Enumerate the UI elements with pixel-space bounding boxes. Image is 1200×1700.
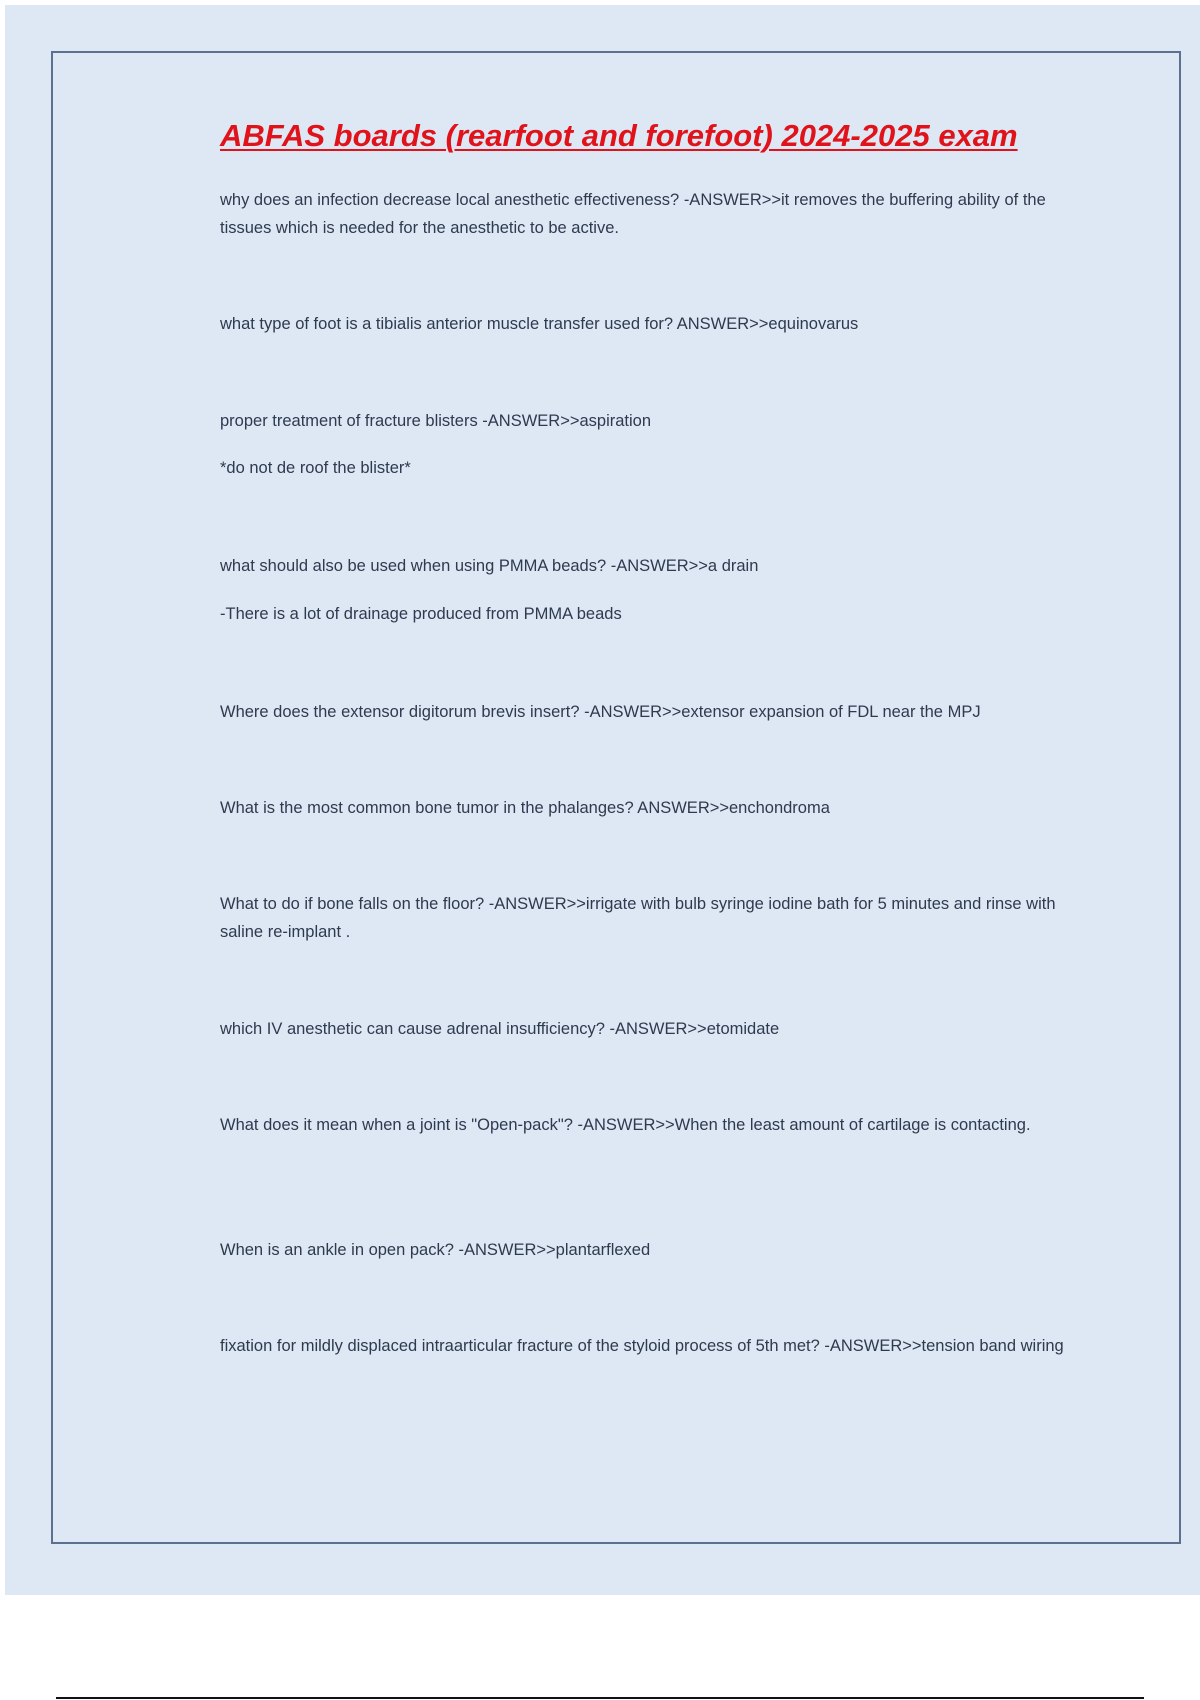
qa-item-10: When is an ankle in open pack? -ANSWER>>plantarflexed: [220, 1241, 651, 1259]
qa-item-4-note: -There is a lot of drainage produced from PMMA beads: [220, 605, 622, 623]
qa-item-11: fixation for mildly displaced intraarticular fracture of the styloid process of 5th met? -ANSWER>>tension band wiring: [220, 1337, 1064, 1355]
qa-item-3: proper treatment of fracture blisters -ANSWER>>aspiration: [220, 412, 652, 430]
qa-item-2: what type of foot is a tibialis anterior muscle transfer used for? ANSWER>>equinovarus: [220, 315, 859, 333]
qa-item-4: what should also be used when using PMMA beads? -ANSWER>>a drain: [220, 557, 759, 575]
qa-item-7: What to do if bone falls on the floor? -ANSWER>>irrigate with bulb syringe iodine bath for 5 minutes and rinse with saline re-implant .: [220, 895, 1056, 941]
qa-item-6: What is the most common bone tumor in the phalanges? ANSWER>>enchondroma: [220, 799, 830, 817]
qa-item-5: Where does the extensor digitorum brevis insert? -ANSWER>>extensor expansion of FDL near the MPJ: [220, 703, 981, 721]
document-title: ABFAS boards (rearfoot and forefoot) 2024-2025 exam: [220, 118, 1018, 153]
qa-item-1: why does an infection decrease local anesthetic effectiveness? -ANSWER>>it removes the buffering ability of the tissues which is needed for the anesthetic to be active.: [220, 191, 1046, 237]
footer-rule: [56, 1697, 1144, 1699]
qa-item-9: What does it mean when a joint is "Open-pack"? -ANSWER>>When the least amount of cartilage is contacting.: [220, 1116, 1031, 1134]
qa-item-8: which IV anesthetic can cause adrenal insufficiency? -ANSWER>>etomidate: [220, 1020, 780, 1038]
qa-item-3-note: *do not de roof the blister*: [220, 459, 411, 477]
